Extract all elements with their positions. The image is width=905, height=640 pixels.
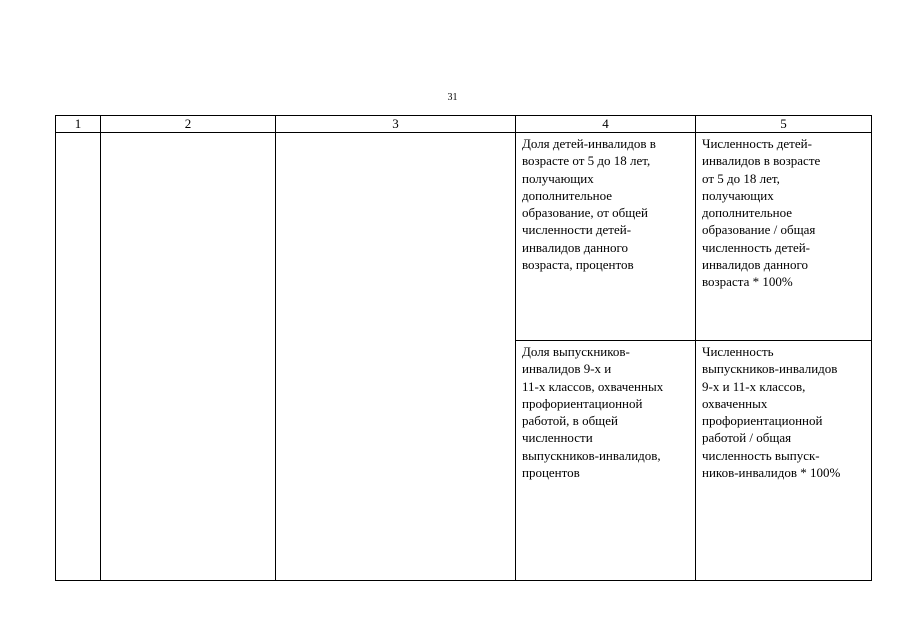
indicator-cell — [516, 341, 696, 581]
column-header-1: 1 — [56, 116, 101, 133]
formula-cell — [696, 133, 872, 341]
indicator-text: Доля детей-инвалидов в возрасте от 5 до 18 лет, получающих дополнительное образование, от общей численности детей- инвалидов данного возраста, процентов — [522, 136, 656, 273]
column-header-2: 2 — [101, 116, 276, 133]
table-cell-col1 — [56, 133, 101, 581]
table-cell-col2 — [101, 133, 276, 581]
table-row — [56, 133, 872, 341]
page-number: 31 — [447, 92, 458, 103]
table-cell-col3 — [276, 133, 516, 581]
column-header-5: 5 — [696, 116, 872, 133]
formula-cell — [696, 341, 872, 581]
table-header-row — [56, 116, 872, 133]
indicator-text: Доля выпускников- инвалидов 9-х и 11-х классов, охваченных профориентационной работой, в общей численности выпускников-инвалидов, процентов — [522, 344, 664, 481]
column-header-3: 3 — [276, 116, 516, 133]
formula-text: Численность детей- инвалидов в возрасте от 5 до 18 лет, получающих дополнительное образование / общая численность детей- инвалидов данного возраста * 100% — [702, 136, 821, 290]
column-header-4: 4 — [516, 116, 696, 133]
indicator-cell — [516, 133, 696, 341]
formula-text: Численность выпускников-инвалидов 9-х и 11-х классов, охваченных профориентационной работой / общая численность выпуск- ников-инвалидов * 100% — [702, 344, 841, 481]
indicators-table — [55, 115, 872, 581]
